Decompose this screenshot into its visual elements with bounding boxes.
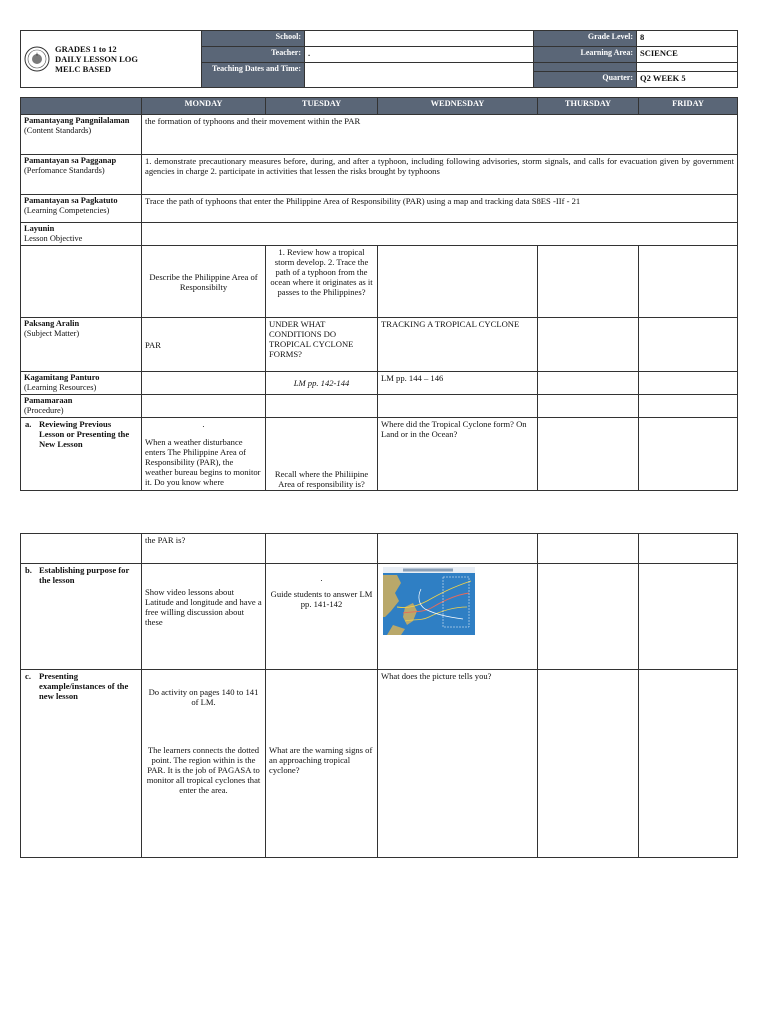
procedure-wednesday [378, 395, 538, 418]
label-performance-standards: Pamantayan sa Pagganap (Perfomance Standards) [21, 155, 142, 195]
step-c-monday [142, 670, 266, 858]
header-brand [21, 31, 202, 88]
row-subject-matter [21, 318, 738, 372]
resources-monday [142, 372, 266, 395]
step-a-wednesday: Where did the Tropical Cyclone form? On Land or in the Ocean? [378, 418, 538, 491]
step-b-wednesday [378, 564, 538, 670]
step-a-monday-cont: the PAR is? [142, 534, 266, 564]
row-step-b [21, 564, 738, 670]
day-header-row [21, 98, 738, 115]
row-step-a-continued [21, 534, 738, 564]
label-competencies: Pamantayan sa Pagkatuto (Learning Competencies) [21, 195, 142, 223]
resources-thursday [538, 372, 639, 395]
dates-field [305, 63, 534, 88]
step-b-tuesday: . Guide students to answer LM pp. 141-142 [266, 564, 378, 670]
objective-friday [639, 246, 738, 318]
grade-field: 8 [637, 31, 738, 47]
step-a-friday [639, 418, 738, 491]
procedure-friday [639, 395, 738, 418]
step-b-monday: Show video lessons about Latitude and longitude and have a free willing discussion about these [142, 564, 266, 670]
label-objective: Layunin Lesson Objective [21, 223, 142, 246]
teacher-field: . [305, 47, 534, 63]
step-a-cont-label [21, 534, 142, 564]
row-step-c [21, 670, 738, 858]
day-header-blank [21, 98, 142, 115]
procedure-monday [142, 395, 266, 418]
objective-blank [142, 223, 738, 246]
teacher-label: Teacher: [202, 47, 305, 63]
header-blank-value [637, 63, 738, 72]
lesson-table-2 [20, 533, 738, 858]
label-content-standards: Pamantayang Pangnilalaman (Content Standards) [21, 115, 142, 155]
lesson-log-page-2 [20, 533, 737, 858]
step-c-friday [639, 670, 738, 858]
label-step-c: c. Presenting example/instances of the new lesson [21, 670, 142, 858]
lesson-log-page-1 [20, 30, 737, 491]
area-field: SCIENCE [637, 47, 738, 63]
day-monday: MONDAY [142, 98, 266, 115]
title-grades: GRADES 1 to 12 [55, 44, 117, 54]
step-c-monday-details: The learners connects the dotted point. The region within is the PAR. It is the job of PAGASA to monitor all tropical cyclones that enter the area. [146, 745, 261, 795]
competencies-text: Trace the path of typhoons that enter the Philippine Area of Responsibility (PAR) using a map and tracking data S8ES -IIf - 21 [142, 195, 738, 223]
school-label: School: [202, 31, 305, 47]
step-b-friday [639, 564, 738, 670]
lesson-table-1 [20, 97, 738, 491]
procedure-thursday [538, 395, 639, 418]
day-friday: FRIDAY [639, 98, 738, 115]
objective-monday: Describe the Philippine Area of Responsibilty [142, 246, 266, 318]
row-resources [21, 372, 738, 395]
objective-wednesday [378, 246, 538, 318]
deped-seal-icon [24, 46, 50, 72]
header-blank-label [534, 63, 637, 72]
resources-friday [639, 372, 738, 395]
step-a-tuesday: Recall where the Philiipine Area of responsibility is? [266, 418, 378, 491]
step-a-cont-friday [639, 534, 738, 564]
objective-thursday [538, 246, 639, 318]
resources-wednesday: LM pp. 144 – 146 [378, 372, 538, 395]
step-c-monday-activity: Do activity on pages 140 to 141 of LM. [148, 687, 259, 707]
content-standards-text: the formation of typhoons and their movement within the PAR [142, 115, 738, 155]
day-wednesday: WEDNESDAY [378, 98, 538, 115]
school-field [305, 31, 534, 47]
typhoon-track-map-icon [383, 567, 475, 635]
quarter-field: Q2 WEEK 5 [637, 72, 738, 88]
step-c-wednesday: What does the picture tells you? [378, 670, 538, 858]
label-step-a: a. Reviewing Previous Lesson or Presenting the New Lesson [21, 418, 142, 491]
procedure-tuesday [266, 395, 378, 418]
subject-thursday [538, 318, 639, 372]
step-c-thursday [538, 670, 639, 858]
label-step-b: b. Establishing purpose for the lesson [21, 564, 142, 670]
row-competencies [21, 195, 738, 223]
quarter-label: Quarter: [534, 72, 637, 88]
step-b-thursday [538, 564, 639, 670]
step-a-cont-thursday [538, 534, 639, 564]
label-resources: Kagamitang Panturo (Learning Resources) [21, 372, 142, 395]
row-objective [21, 246, 738, 318]
label-subject-matter: Paksang Aralin (Subject Matter) [21, 318, 142, 372]
grade-label: Grade Level: [534, 31, 637, 47]
title-dll: DAILY LESSON LOG [55, 54, 138, 64]
resources-tuesday: LM pp. 142-144 [266, 372, 378, 395]
step-a-cont-wednesday [378, 534, 538, 564]
objective-tuesday: 1. Review how a tropical storm develop. 2. Trace the path of a typhoon from the ocean where it originates as it passes to the Philippines? [266, 246, 378, 318]
objective-label-blank [21, 246, 142, 318]
step-a-monday: . When a weather disturbance enters The Philippine Area of Responsibility (PAR), the weather bureau begins to monitor it. Do you know where [142, 418, 266, 491]
row-content-standards [21, 115, 738, 155]
step-c-tuesday: What are the warning signs of an approaching tropical cyclone? [266, 670, 378, 858]
step-a-thursday [538, 418, 639, 491]
subject-monday: PAR [142, 318, 266, 372]
row-procedure [21, 395, 738, 418]
performance-standards-text: 1. demonstrate precautionary measures before, during, and after a typhoon, including following advisories, storm signals, and calls for evacuation given by government agencies in charge 2. participate in activities that lessen the risks brought by typhoons [142, 155, 738, 195]
subject-friday [639, 318, 738, 372]
title-melc: MELC BASED [55, 64, 111, 74]
label-procedure: Pamamaraan (Procedure) [21, 395, 142, 418]
day-thursday: THURSDAY [538, 98, 639, 115]
header-table [20, 30, 738, 88]
dates-label: Teaching Dates and Time: [202, 63, 305, 88]
day-tuesday: TUESDAY [266, 98, 378, 115]
row-step-a [21, 418, 738, 491]
row-performance-standards [21, 155, 738, 195]
subject-wednesday: TRACKING A TROPICAL CYCLONE [378, 318, 538, 372]
area-label: Learning Area: [534, 47, 637, 63]
subject-tuesday: UNDER WHAT CONDITIONS DO TROPICAL CYCLONE FORMS? [266, 318, 378, 372]
step-a-cont-tuesday [266, 534, 378, 564]
row-objective-label [21, 223, 738, 246]
header-titles [55, 44, 138, 74]
